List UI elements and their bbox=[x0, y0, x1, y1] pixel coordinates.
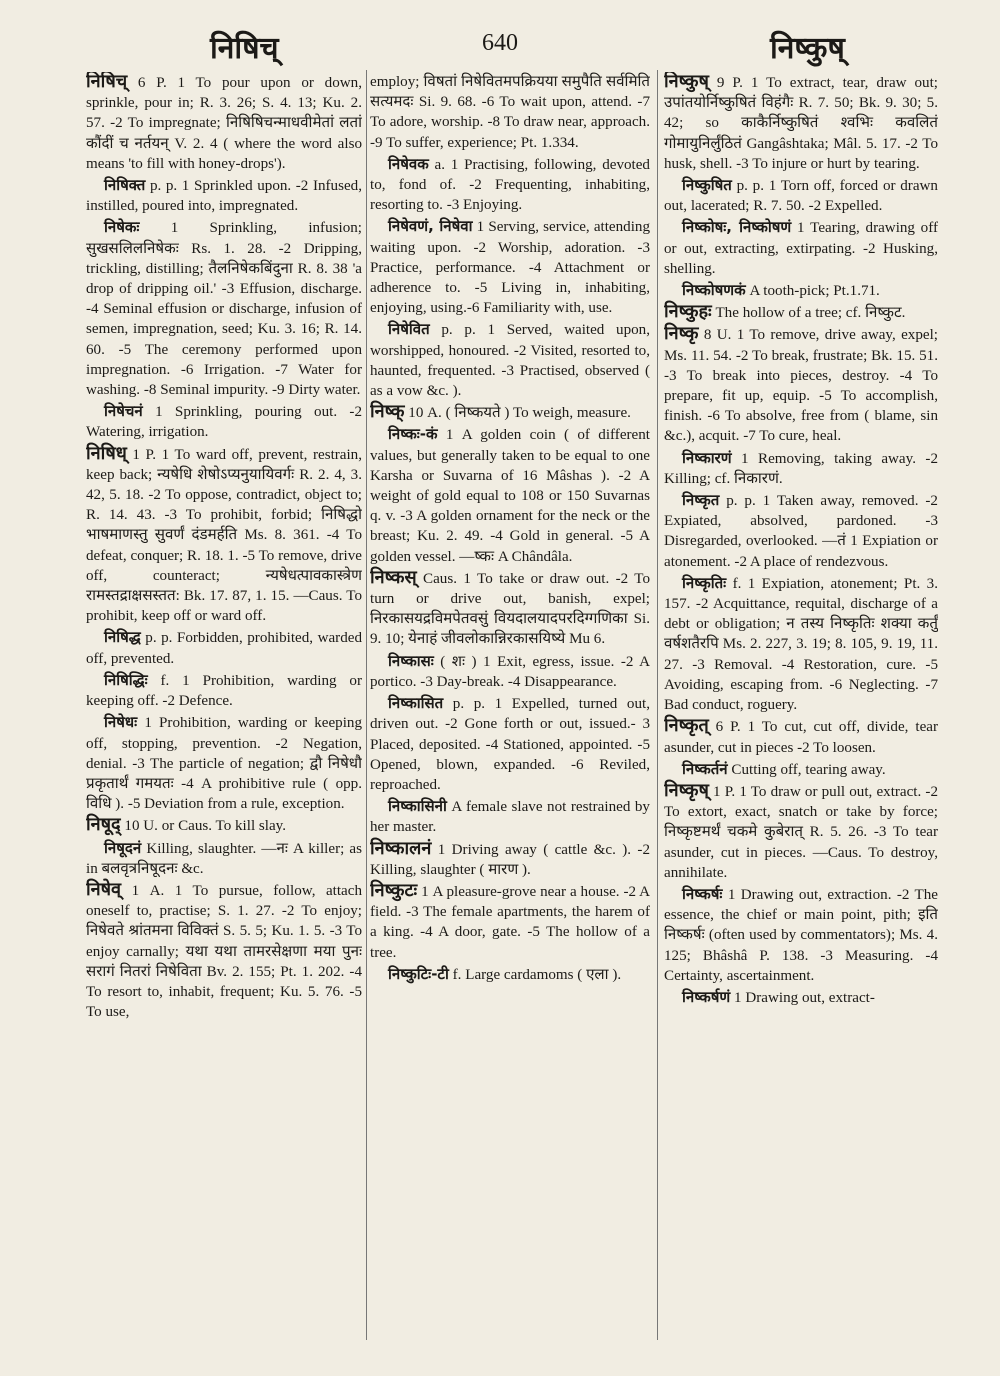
dictionary-entry bbox=[664, 175, 938, 216]
entry-definition: 6 P. 1 To cut, cut off, divide, tear asunder, cut in pieces -2 To loosen. bbox=[664, 719, 938, 756]
entry-definition: a. 1 Practising, following, devoted to, fond of. -2 Frequenting, inhabiting, resorting to. -3 Enjoying. bbox=[370, 156, 650, 214]
dictionary-entry bbox=[86, 670, 362, 711]
dictionary-entry bbox=[664, 302, 938, 323]
dictionary-entry bbox=[664, 573, 938, 715]
entry-headword: निष्कासित bbox=[388, 694, 444, 713]
entry-definition: f. 1 Prohibition, warding or keeping off. -2 Defence. bbox=[86, 672, 362, 710]
entry-headword: निषेवक bbox=[388, 154, 429, 173]
entry-headword: निषेवणं, निषेवा bbox=[388, 217, 473, 236]
entry-headword: निष्कर्तनं bbox=[682, 759, 728, 778]
entry-headword: निष्कुहः bbox=[664, 301, 712, 323]
entry-headword: निषिक्त bbox=[104, 176, 146, 195]
entry-headword: निष्कासिनी bbox=[388, 797, 447, 816]
entry-headword: निष्कारणं bbox=[682, 448, 732, 467]
dictionary-entry bbox=[86, 712, 362, 814]
dictionary-entry bbox=[370, 693, 650, 795]
entry-definition: p. p. 1 Sprinkled upon. -2 Infused, instilled, poured into, impregnated. bbox=[86, 178, 362, 215]
entry-headword: निष्कर्षः bbox=[682, 884, 723, 903]
dictionary-entry bbox=[86, 838, 362, 879]
entry-headword: निष्कुषित bbox=[682, 176, 732, 195]
entry-definition: f. Large cardamoms ( एला ). bbox=[452, 966, 622, 983]
entry-headword: निष्कुष् bbox=[664, 72, 709, 92]
entry-definition: 1 Removing, taking away. -2 Killing; cf. निकारणं. bbox=[664, 450, 938, 487]
entry-definition: 10 U. or Caus. To kill slay. bbox=[124, 818, 287, 835]
dictionary-entry bbox=[86, 72, 362, 174]
entry-definition: 6 P. 1 To pour upon or down, sprinkle, pour in; R. 3. 26; S. 4. 13; Ku. 2. 57. -2 To impregnate; निषिषिचन्माधवीमेतां लतां कौंदीं च नर्तयन् V. 2. 4 ( where the word also means 'to fill with honey-drops'). bbox=[86, 75, 362, 172]
dictionary-entry bbox=[664, 217, 938, 279]
dictionary-entry bbox=[370, 881, 650, 963]
entry-definition: f. 1 Expiation, atonement; Pt. 3. 157. -2 Acquittance, requital, discharge of a debt or obligation; न तस्य निष्कृतिः शक्या कर्तुं वर्षशतैरपि Ms. 2. 227, 3. 19; 8. 105, 9. 19, 11. 27. -3 Removal. -4 Restoration, cure. -5 Avoiding, escaping from. -6 Neglecting. -7 Bad conduct, roguery. bbox=[664, 575, 938, 714]
entry-definition: p. p. Forbidden, prohibited, warded off, prevented. bbox=[86, 630, 362, 667]
dictionary-entry bbox=[370, 72, 650, 153]
entry-headword: निष्कृ bbox=[664, 323, 699, 345]
entry-definition: p. p. 1 Expelled, turned out, driven out. -2 Gone forth or out, issued.- 3 Placed, deposited. -4 Stationed, appointed. -5 Opened, blown, expanded. -6 Reviled, reproached. bbox=[370, 696, 650, 793]
entry-definition: p. p. 1 Torn off, forced or drawn out, lacerated; R. 7. 50. -2 Expelled. bbox=[664, 178, 938, 215]
dictionary-entry bbox=[86, 627, 362, 668]
entry-headword: निष्कृत् bbox=[664, 715, 709, 737]
entry-headword: निषिद्धिः bbox=[104, 670, 148, 689]
dictionary-entry bbox=[370, 402, 650, 423]
entry-definition: 10 A. ( निष्कयते ) To weigh, measure. bbox=[408, 405, 631, 422]
entry-headword: निष्कोषः, निष्कोषणं bbox=[682, 218, 792, 237]
dictionary-entry bbox=[664, 280, 938, 301]
entry-definition: 1 Drawing out, extraction. -2 The essence, the chief or main point, pith; इति निष्कर्षः (often used by commentators); Ms. 4. 125; Bhâshâ P. 138. -3 Measuring. -4 Certainty, ascertainment. bbox=[664, 886, 938, 984]
dictionary-entry bbox=[86, 815, 362, 836]
dictionary-entry bbox=[86, 444, 362, 627]
entry-headword: निषिच् bbox=[86, 72, 128, 92]
entry-headword: निष्कृष् bbox=[664, 779, 709, 801]
entry-definition: The hollow of a tree; cf. निष्कुट. bbox=[715, 305, 906, 322]
dictionary-entry bbox=[664, 884, 938, 986]
entry-headword: निषूद् bbox=[86, 814, 121, 836]
entry-definition: 1 Prohibition, warding or keeping off, stopping, prevention. -2 Negation, denial. -3 The particle of negation; द्वौ निषेधौ प्रकृतार्थं गमयतः -4 A prohibitive rule ( opp. विधि ). -5 Deviation from a rule, exception. bbox=[86, 715, 362, 813]
column-2 bbox=[370, 72, 650, 1342]
entry-headword: निषेकः bbox=[104, 218, 140, 237]
entry-headword: निष्कालनं bbox=[370, 837, 432, 859]
entry-definition: 1 Sprinkling, pouring out. -2 Watering, irrigation. bbox=[86, 404, 362, 441]
entry-headword: निषिद्ध bbox=[104, 628, 141, 647]
entry-headword: निषिध् bbox=[86, 442, 127, 464]
column-divider bbox=[657, 70, 658, 1340]
dictionary-entry bbox=[370, 568, 650, 650]
dictionary-entry bbox=[664, 987, 938, 1008]
entry-definition: Cutting off, tearing away. bbox=[731, 761, 886, 778]
entry-definition: 1 Drawing out, extract- bbox=[734, 989, 875, 1006]
entry-headword: निषेधः bbox=[104, 713, 138, 732]
entry-definition: 1 Serving, service, attending waiting upon. -2 Worship, adoration. -3 Practice, performance. -4 Attachment or adherence to. -5 Living in, inhabiting, enjoying, using.-6 Familiarity with, use. bbox=[370, 219, 650, 317]
dictionary-entry bbox=[370, 154, 650, 216]
dictionary-entry bbox=[370, 964, 650, 985]
entry-headword: निष्कृतिः bbox=[682, 573, 727, 592]
dictionary-entry bbox=[664, 759, 938, 780]
entry-definition: A tooth-pick; Pt.1.71. bbox=[749, 283, 880, 300]
entry-headword: निषेचनं bbox=[104, 402, 143, 421]
entry-headword: निषूदनं bbox=[104, 838, 142, 857]
dictionary-entry bbox=[664, 448, 938, 489]
dictionary-entry bbox=[370, 424, 650, 566]
entry-headword: निष्कोषणकं bbox=[682, 281, 746, 300]
header-right-headword: निष्कुष् bbox=[770, 31, 845, 66]
entry-headword: निष्कुटिः-टी bbox=[388, 964, 449, 983]
entry-headword: निष्कासः bbox=[388, 651, 434, 670]
dictionary-entry bbox=[664, 781, 938, 883]
entry-headword: निष्कृत bbox=[682, 491, 720, 510]
entry-definition: 1 A golden coin ( of different values, but generally taken to be equal to one Karsha or Suvarna of 16 Mâshas ). -2 A weight of gold equal to 108 or 150 Suvarnas q. v. -3 A golden ornament for the neck or the breast; Ku. 2. 49. -4 Gold in general. -5 A golden vessel. —ष्कः A Chândâla. bbox=[370, 427, 650, 565]
dictionary-entry bbox=[370, 319, 650, 401]
entry-headword: निष्कुटः bbox=[370, 879, 418, 901]
entry-definition: p. p. 1 Served, waited upon, worshipped, honoured. -2 Visited, resorted to, haunted, frequented. -3 Practised, observed ( as a vow &c. ). bbox=[370, 322, 650, 400]
dictionary-entry bbox=[664, 716, 938, 757]
entry-headword: निष्कर्षणं bbox=[682, 987, 731, 1006]
dictionary-entry bbox=[86, 401, 362, 442]
entry-definition: 1 P. 1 To ward off, prevent, restrain, keep back; न्यषेधि शेषोऽप्यनुयायिवर्गः R. 2. 4, 3. 42, 5. 18. -2 To oppose, contradict, object to; R. 14. 43. -3 To prohibit, forbid; निषिद्धो भाषमाणस्तु सुवर्णं दंडमर्हति Ms. 8. 361. -4 To defeat, conquer; R. 18. 1. -5 To remove, drive off, counteract; न्यषेधत्पावकास्त्रेण रामस्तद्राक्षसस्तत: Bk. 17. 87, 1. 15. —Caus. To prohibit, keep off or ward off. bbox=[86, 446, 362, 625]
entry-definition: 1 Tearing, drawing off or out, extracting, extirpating. -2 Husking, shelling. bbox=[664, 220, 938, 277]
entry-definition: ( शः ) 1 Exit, egress, issue. -2 A portico. -3 Day-break. -4 Disappearance. bbox=[370, 653, 650, 690]
header-left-headword: निषिच् bbox=[210, 31, 279, 66]
column-1 bbox=[86, 72, 362, 1342]
dictionary-entry bbox=[664, 490, 938, 572]
entry-definition: Killing, slaughter. —नः A killer; as in बलवृत्रनिषूदनः &c. bbox=[86, 840, 362, 877]
column-3 bbox=[664, 72, 938, 1342]
entry-definition: A female slave not restrained by her master. bbox=[370, 799, 650, 836]
dictionary-entry bbox=[370, 651, 650, 692]
page-number: 640 bbox=[482, 30, 518, 56]
dictionary-entry bbox=[664, 72, 938, 174]
dictionary-entry bbox=[370, 839, 650, 880]
column-divider bbox=[366, 70, 367, 1340]
dictionary-entry bbox=[86, 880, 362, 1022]
entry-definition: 1 P. 1 To draw or pull out, extract. -2 To extort, exact, snatch or take by force; निष्कृष्टमर्थं चकमे कुबेरात् R. 5. 26. -3 To tear asunder, cut in pieces. —Caus. To destroy, annihilate. bbox=[664, 783, 938, 881]
entry-definition: 1 Sprinkling, infusion; सुखसलिलनिषेकः Rs. 1. 28. -2 Dripping, trickling, distilling; तैलनिषेकबिंदुना R. 8. 38 'a drop of dripping oil.' -3 Effusion, discharge. -4 Seminal effusion or discharge, infusion of semen, impregnation, seed; Ku. 3. 16; R. 14. 60. -5 The ceremony performed upon impregnation. -6 Irrigation. -7 Water for washing. -8 Seminal impurity. -9 Dirty water. bbox=[86, 220, 362, 399]
entry-definition: 1 A pleasure-grove near a house. -2 A field. -3 The female apartments, the harem of a king. -4 A door, gate. -5 The hollow of a tree. bbox=[370, 883, 650, 961]
dictionary-entry bbox=[86, 175, 362, 216]
entry-headword: निष्क् bbox=[370, 401, 405, 423]
entry-definition: employ; विषतां निषेवितमपक्रियया समुपैति सर्वमिति सत्यमदः Si. 9. 68. -6 To wait upon, attend. -7 To adore, worship. -8 To draw near, approach. -9 To suffer, experience; Pt. 1.334. bbox=[370, 74, 650, 151]
entry-headword: निषेव् bbox=[86, 878, 122, 900]
dictionary-entry bbox=[370, 796, 650, 837]
entry-definition: p. p. 1 Taken away, removed. -2 Expiated, absolved, pardoned. -3 Disregarded, overlooked. —तं 1 Expiation or atonement. -2 A place of rendezvous. bbox=[664, 493, 938, 570]
dictionary-entry bbox=[370, 216, 650, 318]
entry-headword: निष्कः-कं bbox=[388, 425, 438, 444]
entry-definition: Caus. 1 To take or draw out. -2 To turn or drive out, banish, expel; निरकासयद्रविमपेतवसुं वियदालयादपरदिग्गणिका Si. 9. 10; येनाहं जीवलोकान्निरकासयिष्ये Mu 6. bbox=[370, 570, 650, 648]
entry-definition: 8 U. 1 To remove, drive away, expel; Ms. 11. 54. -2 To break, frustrate; Bk. 15. 51. -3 To break into pieces, destroy. -4 To prepare, fit up, equip. -5 To accomplish, finish. -6 To absolve, free from ( blame, sin &c.), acquit. -7 To cure, heal. bbox=[664, 327, 938, 445]
entry-definition: 1 A. 1 To pursue, follow, attach oneself to, practise; S. 1. 27. -2 To enjoy; निषेवते श्रांतमना विविक्तं S. 5. 5; Ku. 1. 5. -3 To enjoy carnally; यथा यथा तामरसेक्षणा मया पुनः सरागं नितरां निषेविता Bv. 2. 155; Pt. 1. 202. -4 To resort to, inhabit, frequent; Ku. 5. 76. -5 To use, bbox=[86, 882, 362, 1021]
dictionary-entry bbox=[664, 324, 938, 446]
entry-headword: निषेवित bbox=[388, 320, 430, 339]
dictionary-entry bbox=[86, 217, 362, 400]
entry-definition: 1 Driving away ( cattle &c. ). -2 Killing, slaughter ( मारण ). bbox=[370, 841, 650, 878]
entry-headword: निष्कस् bbox=[370, 566, 417, 588]
entry-definition: 9 P. 1 To extract, tear, draw out; उपांतयोर्निष्कुषितं विहंगैः R. 7. 50; Bk. 9. 30; 5. 42; so काकैर्निष्कुषितं श्वभिः कवलितं गोमायुनिर्लुंठितं Gangâshtaka; Mâl. 5. 17. -2 To husk, shell. -3 To injure or hurt by tearing. bbox=[664, 75, 938, 172]
